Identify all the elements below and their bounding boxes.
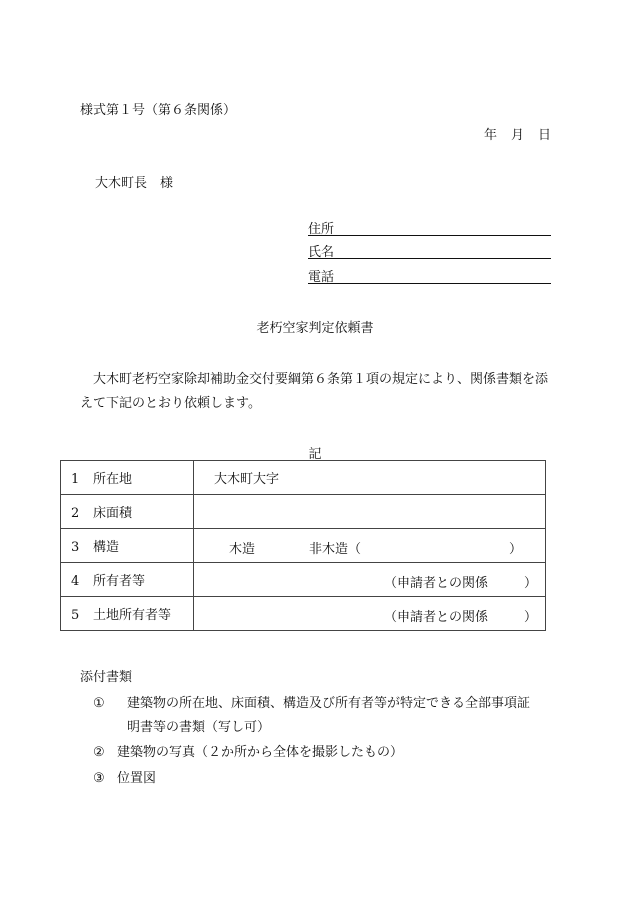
attachment-text: 建築物の所在地、床面積、構造及び所有者等が特定できる全部事項証 (127, 696, 531, 711)
attachment-item (93, 741, 403, 760)
note-heading: 記 (308, 447, 322, 462)
details-table (60, 460, 546, 631)
attachment-text: 建築物の写真（２か所から全体を撮影したもの） (117, 745, 404, 760)
table-row (61, 597, 546, 631)
location-field[interactable]: 大木町大字 (194, 461, 546, 495)
name-field[interactable] (308, 241, 551, 259)
owner-field[interactable] (194, 563, 546, 597)
request-body: 大木町老朽空家除却補助金交付要綱第６条第１項の規定により、関係書類を添えて下記のとおり依頼します。 (80, 372, 549, 411)
row-label: 5 土地所有者等 (61, 597, 194, 631)
structure-wood-option[interactable]: 木造 (229, 542, 256, 557)
attachment-item (93, 767, 156, 786)
address-label: 住所 (308, 222, 335, 237)
table-row (61, 461, 546, 495)
attachments-heading: 添付書類 (80, 670, 133, 685)
attachment-text-cont: 明書等の書類（写し可） (127, 720, 271, 735)
attachment-item-cont (127, 716, 270, 735)
attachment-mark: ③ (93, 771, 105, 786)
land-owner-field[interactable] (194, 597, 546, 631)
address-field[interactable] (308, 218, 551, 236)
phone-field[interactable] (308, 266, 551, 284)
land-owner-relation: （申請者との関係 (384, 610, 489, 625)
land-owner-close-paren: ） (524, 610, 538, 625)
date-day: 日 (538, 128, 552, 143)
document-title: 老朽空家判定依頼書 (256, 321, 374, 336)
structure-field[interactable] (194, 529, 546, 563)
row-label: 1 所在地 (61, 461, 194, 495)
date-month: 月 (511, 128, 525, 143)
owner-relation: （申請者との関係 (384, 576, 489, 591)
row-label: 2 床面積 (61, 495, 194, 529)
structure-nonwood-option[interactable]: 非木造（ (309, 542, 362, 557)
floor-area-field[interactable] (194, 495, 546, 529)
attachment-text: 位置図 (117, 771, 157, 786)
attachment-mark: ② (93, 745, 105, 760)
attachment-mark: ① (93, 696, 105, 711)
table-row (61, 563, 546, 597)
addressee: 大木町長 様 (95, 176, 174, 191)
attachment-item (93, 692, 530, 711)
row-label: 4 所有者等 (61, 563, 194, 597)
form-number: 様式第１号（第６条関係） (80, 103, 237, 118)
date-year: 年 (484, 128, 498, 143)
table-row (61, 529, 546, 563)
structure-close-paren: ） (509, 542, 523, 557)
phone-label: 電話 (308, 270, 335, 285)
row-label: 3 構造 (61, 529, 194, 563)
name-label: 氏名 (308, 245, 335, 260)
date-line (484, 124, 551, 143)
table-row (61, 495, 546, 529)
owner-close-paren: ） (524, 576, 538, 591)
